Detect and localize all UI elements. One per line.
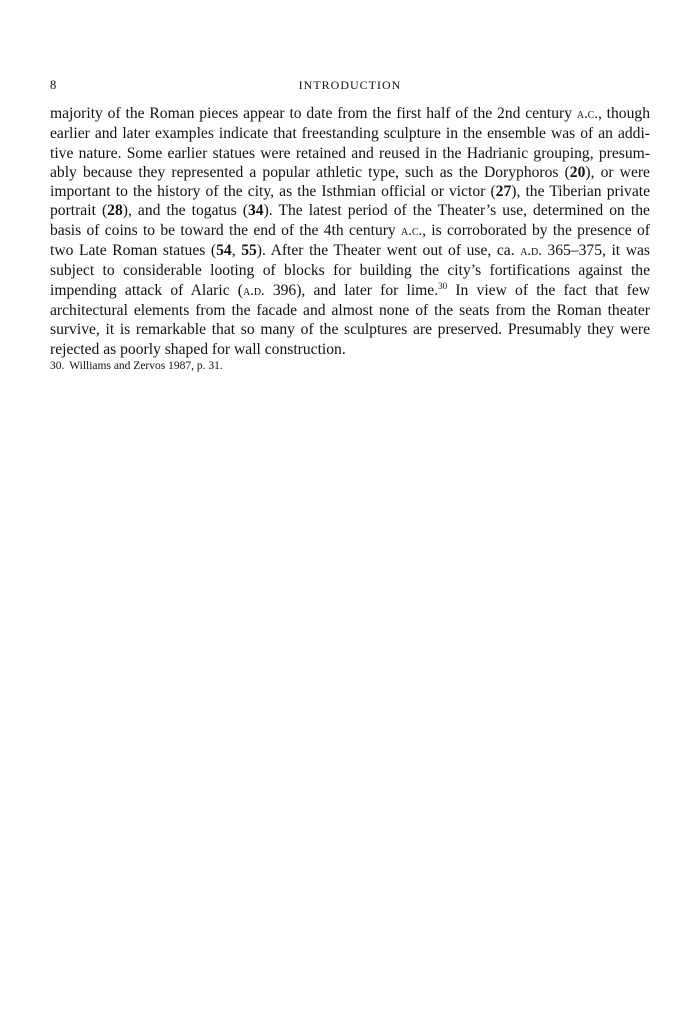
body-text-run: ). The latest period of the Theater’s use, determined on the basis of coins to be toward the end of the 4th century <box>50 202 650 239</box>
footnote-number: 30. <box>50 360 65 372</box>
footnote-ref: 30 <box>438 280 448 291</box>
era-abbreviation: a.d. <box>520 243 542 260</box>
era-abbreviation: a.c. <box>576 106 598 122</box>
era-abbreviation: a.c. <box>401 222 423 239</box>
running-title: INTRODUCTION <box>298 78 402 92</box>
era-abbreviation: a.d. <box>243 282 265 299</box>
running-head <box>50 76 650 94</box>
body-text-run: 365–375, it was subject to considerable looting of blocks for building the city’s fortifications against the impending attack of Alaric ( <box>50 242 650 299</box>
body-paragraph <box>50 104 650 359</box>
body-text-run: In view of the fact that few architectural elements from the facade and almost none of the seats from the Roman theater survive, it is remarkable that so many of the sculptures are preserved. Presumably they were rejected as poorly shaped for wall construction. <box>50 281 650 358</box>
catalogue-number: 34 <box>247 202 264 220</box>
catalogue-number: 20 <box>569 163 586 181</box>
body-text-run: , <box>231 242 242 260</box>
catalogue-number: 54 <box>216 242 232 260</box>
body-text-run: majority of the Roman pieces appear to date from the first half of the 2nd century <box>50 105 577 122</box>
catalogue-number: 27 <box>495 183 512 201</box>
page-number: 8 <box>50 78 57 92</box>
body-text-run: ), or were important to the history of the city, as the Isthmian official or victor ( <box>50 163 650 201</box>
body-text-run: , though earlier and later examples indicate that freestanding sculpture in the ensemble was of an additive nature. Some earlier statues were retained and reused in the Hadrianic grouping, presumably because they represented a popular athletic type, such as the Doryphoros ( <box>50 105 650 181</box>
catalogue-number: 55 <box>241 242 257 260</box>
body-text-run: ). After the Theater went out of use, ca. <box>256 242 521 260</box>
body-text-run: ), and the togatus ( <box>122 202 248 220</box>
footnote-text: Williams and Zervos 1987, p. 31. <box>69 360 223 372</box>
body-text-run: , is corroborated by the presence of two Late Roman statues ( <box>50 221 650 260</box>
catalogue-number: 28 <box>107 202 123 220</box>
body-text-run: 396), and later for lime. <box>264 281 439 299</box>
body-text-run: ), the Tiberian private portrait ( <box>50 183 650 220</box>
footnote-30 <box>50 359 650 374</box>
